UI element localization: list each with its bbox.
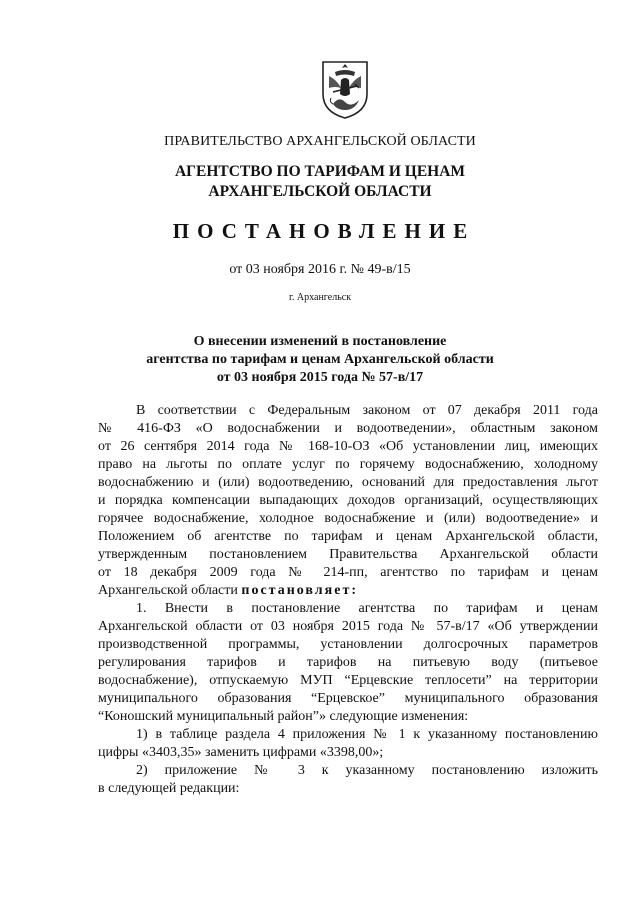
subitem1-line: 1) в таблице раздела 4 приложения № 1 к указанному постановлению — [136, 727, 598, 742]
item1-line: 1. Внести в постановление агентства по тарифам и ценам — [136, 601, 598, 616]
agency-name-line1: АГЕНТСТВО ПО ТАРИФАМ И ЦЕНАМ — [174, 163, 466, 180]
document-type-title: ПОСТАНОВЛЕНИЕ — [172, 219, 476, 243]
item1-line: производственной программы, установлении долгосрочных параметров — [98, 637, 598, 652]
subject-line2: агентства по тарифам и ценам Архангельской области — [146, 352, 494, 367]
preamble-line: Архангельской области — [98, 583, 238, 598]
preamble-line: Положением об агентстве по тарифам и ценам Архангельской области, — [98, 529, 598, 544]
city-name: г. Архангельск — [288, 292, 352, 303]
document-body — [98, 402, 598, 798]
preamble-line: утвержденным постановлением Правительства Архангельской области — [98, 547, 598, 562]
item1-line: Архангельской области от 03 ноября 2015 года № 57-в/17 «Об утверждении — [98, 619, 598, 634]
agency-name-line2: АРХАНГЕЛЬСКОЙ ОБЛАСТИ — [208, 183, 432, 200]
item1-line: муниципального образования “Ерцевское” муниципального образования — [98, 691, 598, 706]
subject-line3: от 03 ноября 2015 года № 57-в/17 — [216, 370, 424, 385]
preamble-line: В соответствии с Федеральным законом от 07 декабря 2011 года — [136, 403, 598, 418]
preamble-line: водоснабжению и (или) водоотведению, оснований для предоставления льгот — [98, 475, 598, 490]
preamble-line: и порядка компенсации выпадающих доходов организаций, осуществляющих — [98, 493, 598, 508]
subitem2-line: 2) приложение № 3 к указанному постановлению изложить — [136, 763, 598, 778]
government-name: ПРАВИТЕЛЬСТВО АРХАНГЕЛЬСКОЙ ОБЛАСТИ — [164, 134, 476, 149]
preamble-line: право на льготы по оплате услуг по горячему водоснабжению, холодному — [98, 457, 598, 472]
item1-line: регулирования тарифов и тарифов на питьевую воду (питьевое — [98, 655, 598, 670]
subject-line1: О внесении изменений в постановление — [193, 334, 447, 349]
preamble-last-line — [98, 582, 598, 600]
item1-line: “Коношский муниципальный район”» следующие изменения: — [98, 709, 469, 724]
preamble-line: № 416-ФЗ «О водоснабжении и водоотведении», областным законом — [98, 421, 598, 436]
preamble-line: от 18 декабря 2009 года № 214-пп, агентство по тарифам и ценам — [98, 565, 598, 580]
document-subject — [0, 333, 640, 387]
subitem1-line: цифры «3403,35» заменить цифрами «3398,00»; — [98, 745, 384, 760]
preamble-line: горячее водоснабжение, холодное водоснабжение и (или) водоотведение» и — [98, 511, 598, 526]
subitem2-line: в следующей редакции: — [98, 781, 240, 796]
coat-of-arms-emblem — [319, 58, 371, 120]
agency-name — [0, 162, 640, 202]
item1-line: водоснабжение), отпускаемую МУП “Ерцевские теплосети” на территории — [98, 673, 598, 688]
preamble-line: от 26 сентября 2014 года № 168-10-ОЗ «Об установлении лиц, имеющих — [98, 439, 598, 454]
date-and-number: от 03 ноября 2016 г. № 49-в/15 — [229, 262, 411, 277]
resolves-word: постановляет: — [241, 583, 358, 598]
